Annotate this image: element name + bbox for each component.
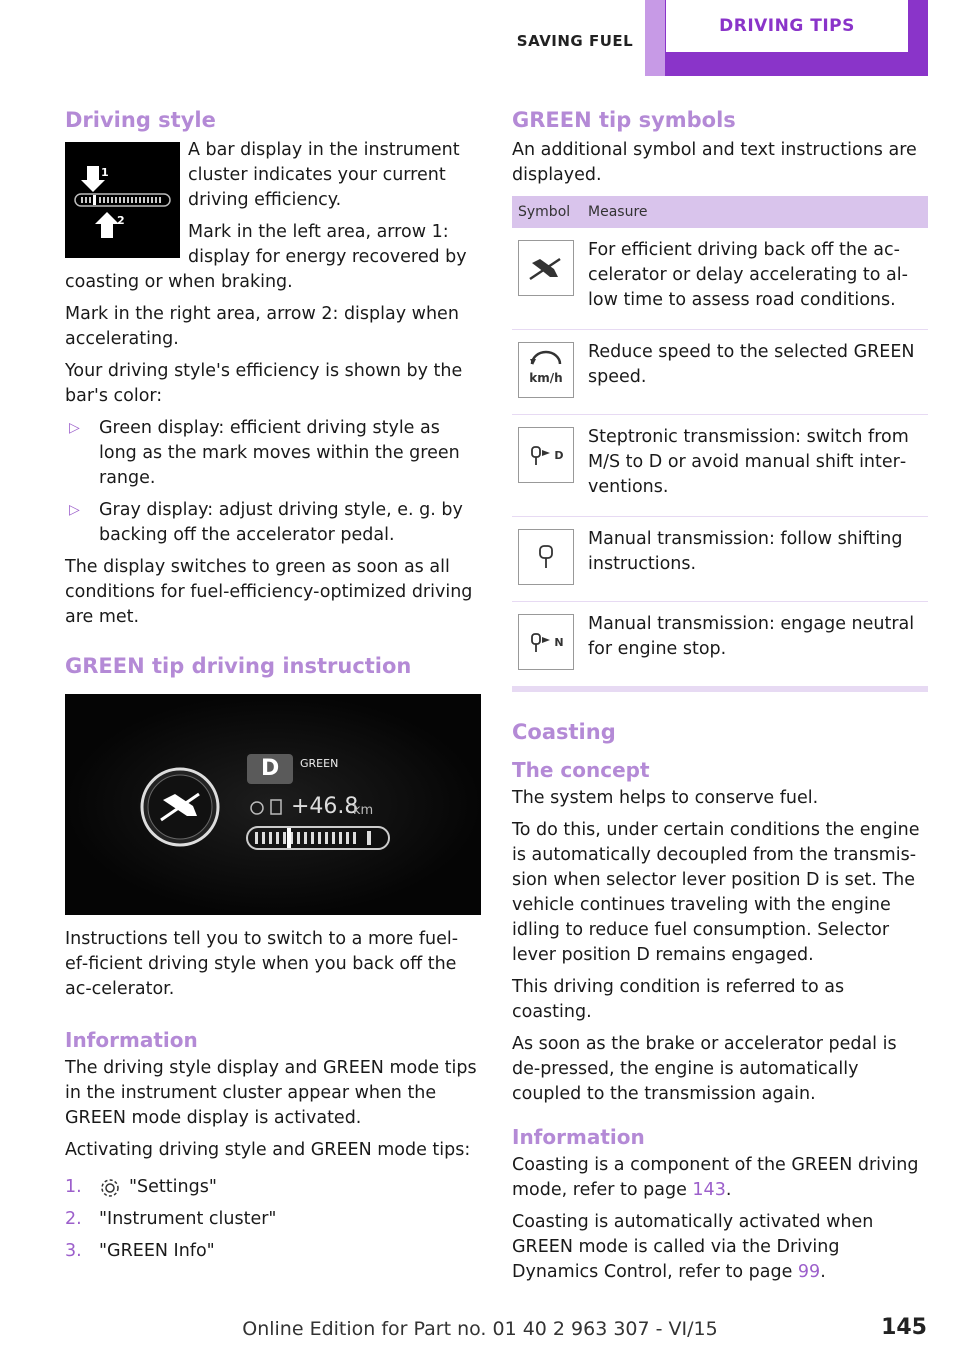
settings-gear-icon [99, 1177, 121, 1199]
edition-footer: Online Edition for Part no. 01 40 2 963 307 - VI/15 [242, 1318, 718, 1340]
arrow-2-label: 2 [117, 214, 125, 227]
green-tip-heading: GREEN tip driving instruction [65, 654, 412, 678]
step-item [65, 1239, 481, 1264]
measure-cell: Steptronic transmission: switch from M/S to D or avoid manual shift inter‐ventions. [582, 415, 928, 517]
info-1-end: . [725, 1180, 732, 1200]
measure-cell: Manual transmission: follow shifting instructions. [582, 517, 928, 602]
chapter-tab [645, 0, 928, 76]
symbol-column-header: Symbol [512, 196, 582, 228]
info-2-end: . [820, 1262, 826, 1282]
measure-cell: Reduce speed to the selected GREEN speed. [582, 330, 928, 415]
shift-to-n-icon [518, 614, 574, 670]
gear-knob-icon [518, 529, 574, 585]
speed-reduce-icon [518, 342, 574, 398]
instrument-cluster-graphic [65, 694, 481, 915]
green-tip-display-figure [65, 694, 481, 915]
table-row [512, 415, 928, 517]
list-item-text: Gray display: adjust driving style, e. g. by backing off the accelerator pedal. [99, 500, 463, 545]
table-bottom-rule [512, 687, 928, 692]
display-range: +46.8 [291, 794, 359, 819]
driving-style-heading: Driving style [65, 108, 216, 132]
concept-heading: The concept [512, 758, 650, 782]
driving-style-para-2: Mark in the left area, arrow 1: display for energy recovered by coasting or when braking. [65, 222, 467, 292]
table-row [512, 330, 928, 415]
speed-unit-label: km/h [529, 370, 563, 385]
page-number: 145 [881, 1315, 927, 1340]
step-number: 1. [65, 1177, 82, 1197]
table-header-row [512, 196, 928, 228]
display-mode: GREEN [300, 757, 339, 770]
display-gear: D [261, 756, 280, 781]
triangle-bullet-icon: ▷ [69, 502, 80, 518]
info-1-text: Coasting is a component of the GREEN driving mode, refer to page [512, 1155, 919, 1200]
green-symbols-table [512, 196, 928, 687]
green-tip-para: Instructions tell you to switch to a more fuel-ef‐ficient driving style when you back off the ac‐celerator. [65, 929, 459, 999]
green-symbols-heading: GREEN tip symbols [512, 108, 736, 132]
section-tab: SAVING FUEL [516, 32, 634, 50]
gear-n-label: N [554, 635, 564, 649]
efficiency-bar-icon [65, 142, 180, 258]
step-text: "Instrument cluster" [99, 1209, 277, 1229]
chapter-tab-label: DRIVING TIPS [666, 0, 908, 52]
information-para-2: Activating driving style and GREEN mode tips: [65, 1140, 471, 1160]
gear-d-label: D [554, 448, 564, 462]
information-para-1: The driving style display and GREEN mode tips in the instrument cluster appear when the GREEN mode display is activated. [65, 1058, 477, 1128]
table-row [512, 602, 928, 687]
step-number: 3. [65, 1241, 82, 1261]
foot-off-pedal-icon [518, 240, 574, 296]
coasting-para-3: This driving condition is referred to as coasting. [512, 977, 845, 1022]
triangle-bullet-icon: ▷ [69, 420, 80, 436]
activation-steps [65, 1175, 481, 1264]
coasting-info-para-2 [512, 1210, 928, 1285]
step-text: "Settings" [129, 1177, 217, 1197]
table-row [512, 228, 928, 330]
green-symbols-intro: An additional symbol and text instructions are displayed. [512, 140, 917, 185]
page-link-99[interactable]: 99 [797, 1262, 821, 1282]
arrow-1-label: 1 [101, 166, 109, 179]
shift-to-d-icon [518, 427, 574, 483]
list-item [65, 498, 481, 548]
list-item [65, 416, 481, 491]
step-number: 2. [65, 1209, 82, 1229]
measure-cell: For efficient driving back off the ac‐celerator or delay accelerating to al‐low time to assess road conditions. [582, 228, 928, 330]
measure-column-header: Measure [582, 196, 928, 228]
coasting-para-2: To do this, under certain conditions the engine is automatically decoupled from the transmis‐sion when selector lever position D is set. The vehicle continues traveling with the engine idling to reduce fuel consumption. Selector lever position D remains engaged. [512, 820, 920, 965]
list-item-text: Green display: efficient driving style as long as the mark moves within the green range. [99, 418, 460, 488]
page-link-143[interactable]: 143 [692, 1180, 726, 1200]
measure-cell: Manual transmission: engage neutral for engine stop. [582, 602, 928, 687]
efficiency-bar-figure [65, 142, 180, 258]
step-item [65, 1207, 481, 1232]
driving-style-para-1: A bar display in the instrument cluster indicates your current driving efficiency. [188, 140, 460, 210]
info-2-text: Coasting is automatically activated when GREEN mode is called via the Driving Dynamics Control, refer to page [512, 1212, 874, 1282]
driving-style-para-5: The display switches to green as soon as all conditions for fuel-efficiency-optimized driving are met. [65, 557, 473, 627]
right-column [512, 108, 928, 1292]
table-row [512, 517, 928, 602]
step-item [65, 1175, 481, 1200]
step-text: "GREEN Info" [99, 1241, 215, 1261]
coasting-information-heading: Information [512, 1125, 645, 1149]
left-column [65, 108, 481, 1271]
display-unit: km [353, 803, 374, 818]
coasting-heading: Coasting [512, 720, 616, 744]
information-heading: Information [65, 1028, 198, 1052]
driving-style-para-4: Your driving style's efficiency is shown by the bar's color: [65, 361, 463, 406]
bar-color-list [65, 416, 481, 548]
header-tabs [505, 0, 928, 76]
driving-style-para-3: Mark in the right area, arrow 2: display when accelerating. [65, 304, 459, 349]
coasting-info-para-1 [512, 1153, 928, 1203]
coasting-para-1: The system helps to conserve fuel. [512, 788, 819, 808]
coasting-para-4: As soon as the brake or accelerator pedal is de‐pressed, the engine is automatically coupled to the transmission again. [512, 1034, 897, 1104]
